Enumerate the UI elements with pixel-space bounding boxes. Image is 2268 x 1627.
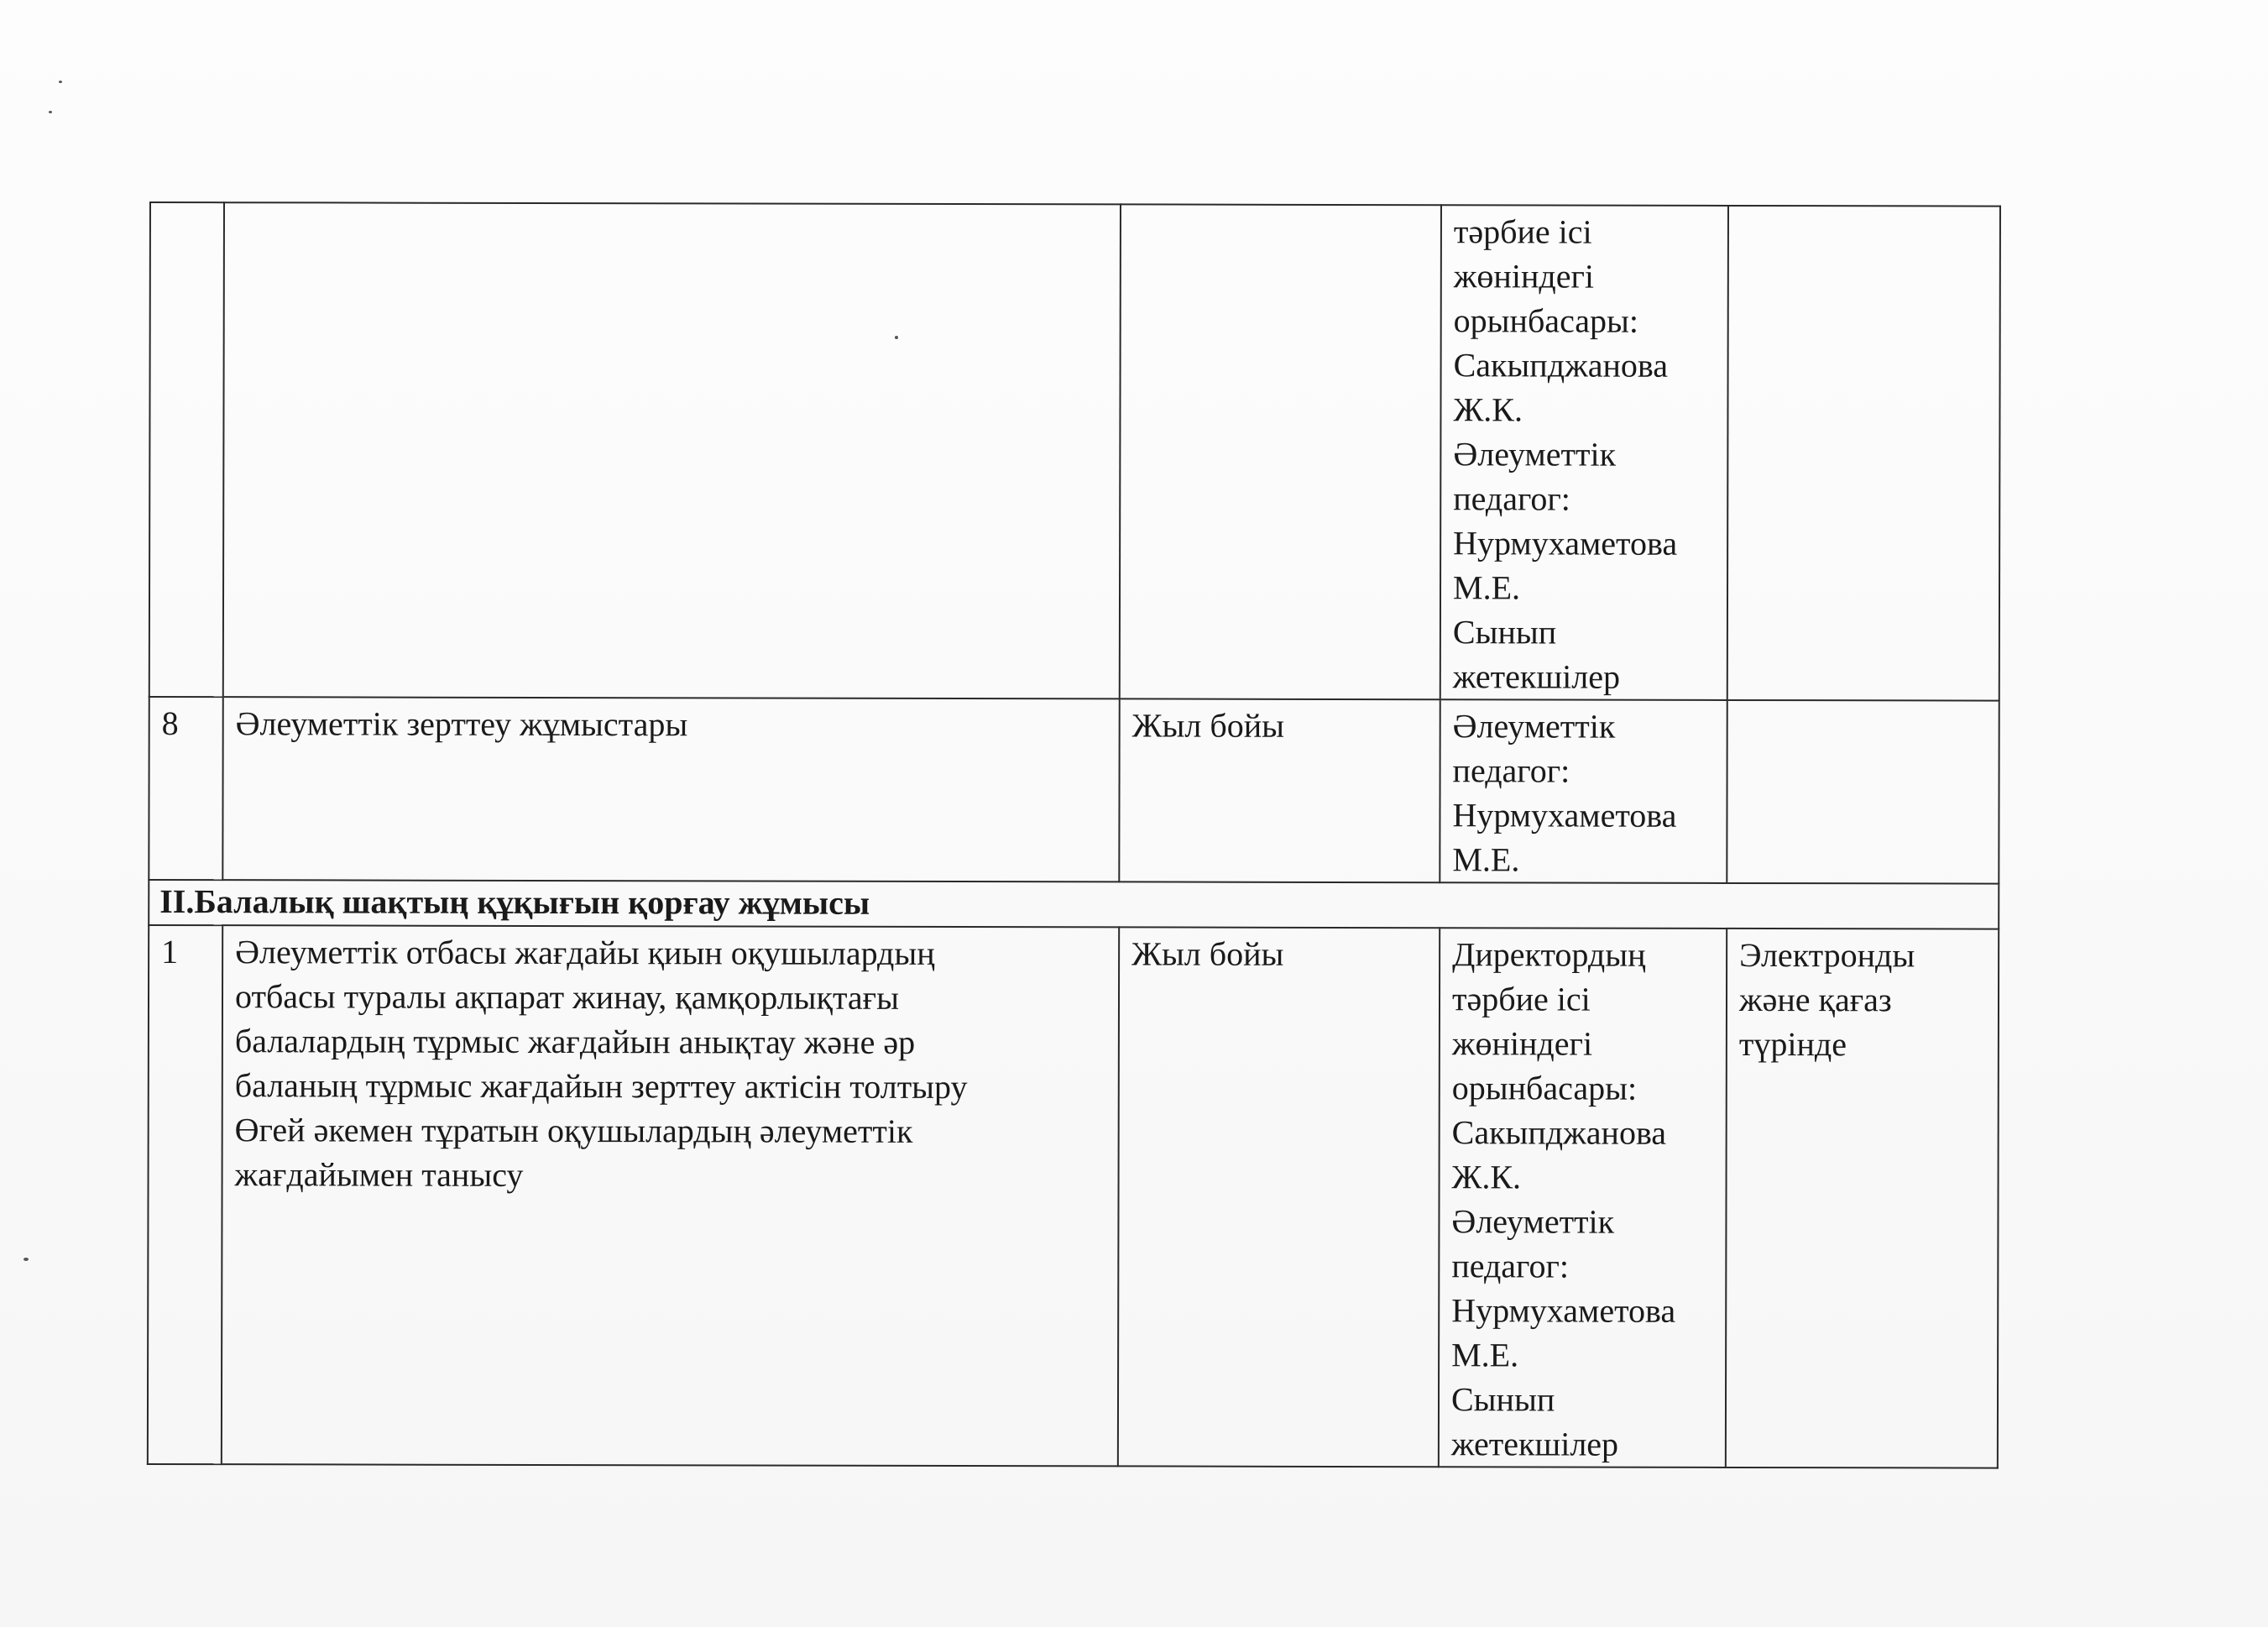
section-heading-row xyxy=(149,880,1999,929)
responsible-line: Сакыпджанова xyxy=(1451,1113,1667,1152)
responsible-line: Директордың xyxy=(1452,935,1646,974)
scan-speck xyxy=(59,81,62,83)
responsible-line: Ж.К. xyxy=(1453,390,1523,429)
responsible-line: Нурмухаметова xyxy=(1453,524,1678,562)
activity-line: баланың тұрмыс жағдайын зерттеу актісін толтыру xyxy=(234,1066,968,1106)
responsible-line: Сынып xyxy=(1452,613,1557,651)
responsible-line: М.Е. xyxy=(1452,568,1521,607)
format-line: Электронды xyxy=(1739,935,1915,975)
responsible-line: Әлеуметтік xyxy=(1452,707,1616,745)
responsible-line: М.Е. xyxy=(1452,840,1520,879)
responsible-line: орынбасары: xyxy=(1451,1069,1638,1107)
row-number xyxy=(149,202,224,697)
responsible-line: Ж.К. xyxy=(1451,1158,1522,1196)
activity-cell xyxy=(222,697,1119,882)
responsible-line: Сакыпджанова xyxy=(1453,346,1669,385)
table-row xyxy=(149,697,1999,884)
row-number: 1 xyxy=(148,925,222,1464)
responsible-cell xyxy=(1440,699,1727,883)
responsible-line: Сынып xyxy=(1450,1380,1555,1419)
table-row xyxy=(148,925,1999,1468)
responsible-line: жөніндегі xyxy=(1451,1024,1593,1063)
activity-cell xyxy=(222,925,1119,1466)
responsible-line: Әлеуметтік xyxy=(1453,435,1617,473)
deadline-cell: Жыл бойы xyxy=(1119,698,1440,882)
activity-cell xyxy=(223,202,1121,698)
scan-speck xyxy=(49,111,52,113)
activity-line: жағдайымен танысу xyxy=(234,1155,524,1194)
responsible-line: жетекшілер xyxy=(1452,657,1621,696)
activity-line: Әлеуметтік отбасы жағдайы қиын оқушылардың xyxy=(235,933,935,972)
format-cell xyxy=(1727,700,1999,884)
responsible-line: орынбасары: xyxy=(1453,301,1639,340)
activity-line: Әлеуметтік зерттеу жұмыстары xyxy=(235,704,688,744)
row-number: 8 xyxy=(149,697,222,880)
responsible-line: М.Е. xyxy=(1451,1336,1519,1374)
format-cell xyxy=(1726,929,1999,1468)
responsible-line: педагог: xyxy=(1451,1247,1570,1285)
scan-speck xyxy=(24,1258,29,1261)
responsible-cell xyxy=(1440,205,1728,700)
responsible-line: педагог: xyxy=(1452,751,1570,790)
deadline-cell: Жыл бойы xyxy=(1118,927,1440,1467)
responsible-line: тәрбие ісі xyxy=(1451,980,1591,1018)
responsible-line: тәрбие ісі xyxy=(1453,212,1592,251)
work-plan-table xyxy=(147,201,2001,1469)
format-cell xyxy=(1727,206,2000,701)
responsible-line: Әлеуметтік xyxy=(1451,1202,1615,1241)
responsible-line: Нурмухаметова xyxy=(1451,1291,1676,1330)
responsible-cell xyxy=(1439,928,1727,1467)
table-row xyxy=(149,202,2000,701)
responsible-line: педагог: xyxy=(1453,479,1570,518)
activity-line: Өгей әкемен тұратын оқушылардың әлеуметтік xyxy=(234,1111,913,1150)
responsible-line: Нурмухаметова xyxy=(1452,796,1677,834)
responsible-line: жетекшілер xyxy=(1450,1425,1619,1463)
format-line: түрінде xyxy=(1738,1024,1847,1064)
responsible-line: жөніндегі xyxy=(1453,257,1595,296)
activity-line: балалардың тұрмыс жағдайын анықтау және әр xyxy=(234,1022,916,1061)
activity-line: отбасы туралы ақпарат жинау, қамқорлықтағы xyxy=(234,977,900,1017)
section-title: II.Балалық шақтың құқығын қорғау жұмысы xyxy=(149,880,1999,929)
format-line: және қағаз xyxy=(1738,980,1892,1019)
deadline-cell xyxy=(1120,204,1441,699)
